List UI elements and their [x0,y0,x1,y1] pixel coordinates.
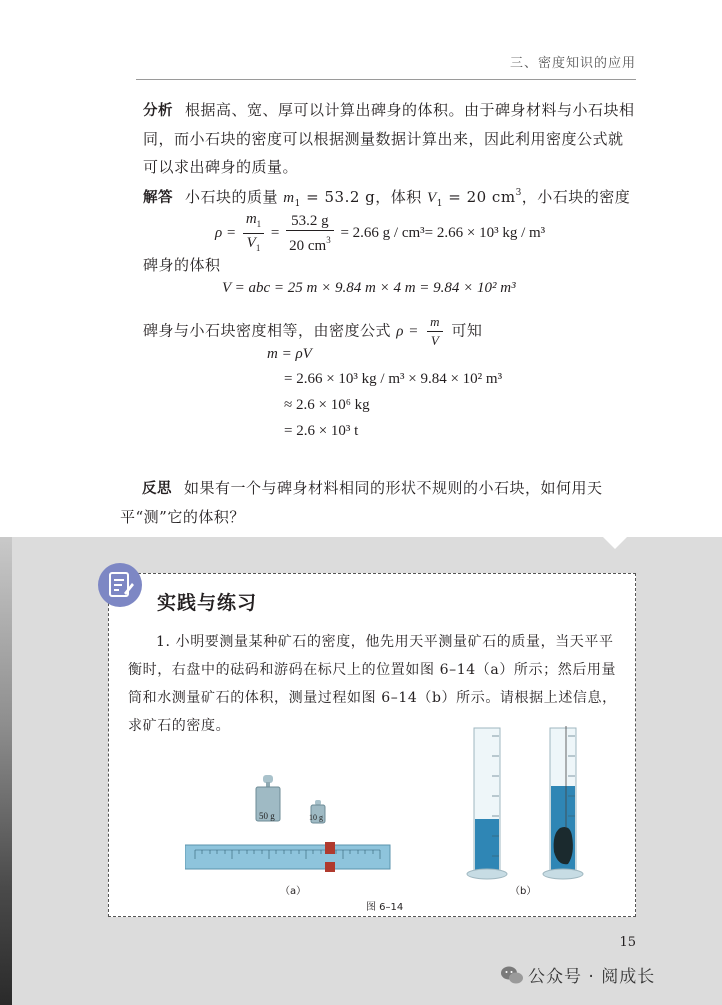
reflection-paragraph [120,474,640,531]
exercise-1: 1. 小明要测量某种矿石的密度，他先用天平测量矿石的质量，当天平平衡时，右盘中的砝码和游码在标尺上的位置如图 6–14（a）所示；然后用量筒和水测量矿石的体积，测量过程如图 6–14（b）所示。请根据上述信息，求矿石的密度。 [128,634,617,734]
panel-notch [603,537,627,549]
weight-50g-label: 50 g [259,811,275,821]
answer-text-2: ，小石块的密度 [521,188,631,206]
same-density-text: 碑身与小石块密度相等，由密度公式 [143,321,392,340]
mass-line-3: ≈ 2.6 × 10⁶ kg [284,397,370,413]
rho-fraction [427,313,443,350]
analysis-paragraph [143,96,638,181]
watermark-text: 公众号 · 阅成长 [528,967,656,987]
frac2-den: 20 cm [289,238,327,254]
mass-line-1: m = ρV [267,346,312,362]
caption-b: （b） [510,886,537,897]
practice-badge [98,563,142,607]
density-prefix: ρ = [215,224,237,241]
answer-text-1: 小石块的质量 [185,188,279,206]
balance-figure [185,775,395,885]
mass-line-4: = 2.6 × 10³ t [284,423,359,439]
density-fraction-1: $\frac{m_1}{V_1}$ [243,210,264,257]
page-number: 15 [619,935,636,950]
rho-den: V [430,333,440,348]
same-density-line [143,313,638,350]
wechat-icon [500,964,524,986]
frac1-den: V [246,235,256,251]
left-photo-strip [0,537,12,1005]
practice-title: 实践与练习 [157,592,258,614]
chapter-header: 三、密度知识的应用 [509,56,636,71]
rider-bottom [325,862,335,872]
header-rule [136,79,636,80]
mass-line-2: = 2.66 × 10³ kg / m³ × 9.84 × 10² m³ [284,371,503,387]
frac1-num: m [245,211,257,227]
volume-intro: 碑身的体积 [143,256,221,274]
reflection-text: 如果有一个与碑身材料相同的形状不规则的小石块，如何用天平“测”它的体积？ [120,479,603,526]
answer-label: 解答 [143,190,173,206]
notepad-pencil-icon [98,563,142,607]
density-equation: ρ = $\frac{m_1}{V_1}$ = $\frac{53.2 g}{20 cm^3}$ = 2.66 g / cm³= 2.66 × 10³ kg / m³ [215,210,545,257]
figure-label: 图 6–14 [366,902,404,913]
caption-a: （a） [280,886,307,897]
density-result: = 2.66 g / cm³= 2.66 × 10³ kg / m³ [340,224,546,241]
answer-line: 解答 小石块的质量 $m_1 = 53.2$ g，体积 $V_1 = 20$ $cm^3$，小石块的密度 [143,188,631,209]
balance-scale-bar [185,845,390,869]
analysis-label: 分析 [143,103,173,119]
rho-prefix: ρ = [396,323,419,340]
answer-m1-eq: = 53.2 g，体积 [306,188,422,206]
volume-equation: V = abc = 25 m × 9.84 m × 4 m = 9.84 × 10² m³ [222,280,516,296]
frac2-num: 53.2 g [286,212,334,231]
analysis-text: 根据高、宽、厚可以计算出碑身的体积。由于碑身材料与小石块相同，而小石块的密度可以根据测量数据计算出来，因此利用密度公式就可以求出碑身的质量。 [143,101,635,176]
rho-num: m [430,314,441,329]
answer-v1-eq: = 20 cm [448,188,516,206]
cylinder-figure-2 [538,724,594,884]
cylinder-1-water [475,819,499,871]
weight-50g [256,775,280,821]
weight-10g [309,800,325,823]
density-fraction-2: $\frac{53.2 g}{20 cm^3}$ [286,212,334,255]
cylinder-figure-1 [462,724,518,884]
rider-top [325,842,335,854]
then-text: 可知 [451,321,483,340]
weight-10g-label: 10 g [309,813,323,822]
reflection-label: 反思 [142,481,172,497]
